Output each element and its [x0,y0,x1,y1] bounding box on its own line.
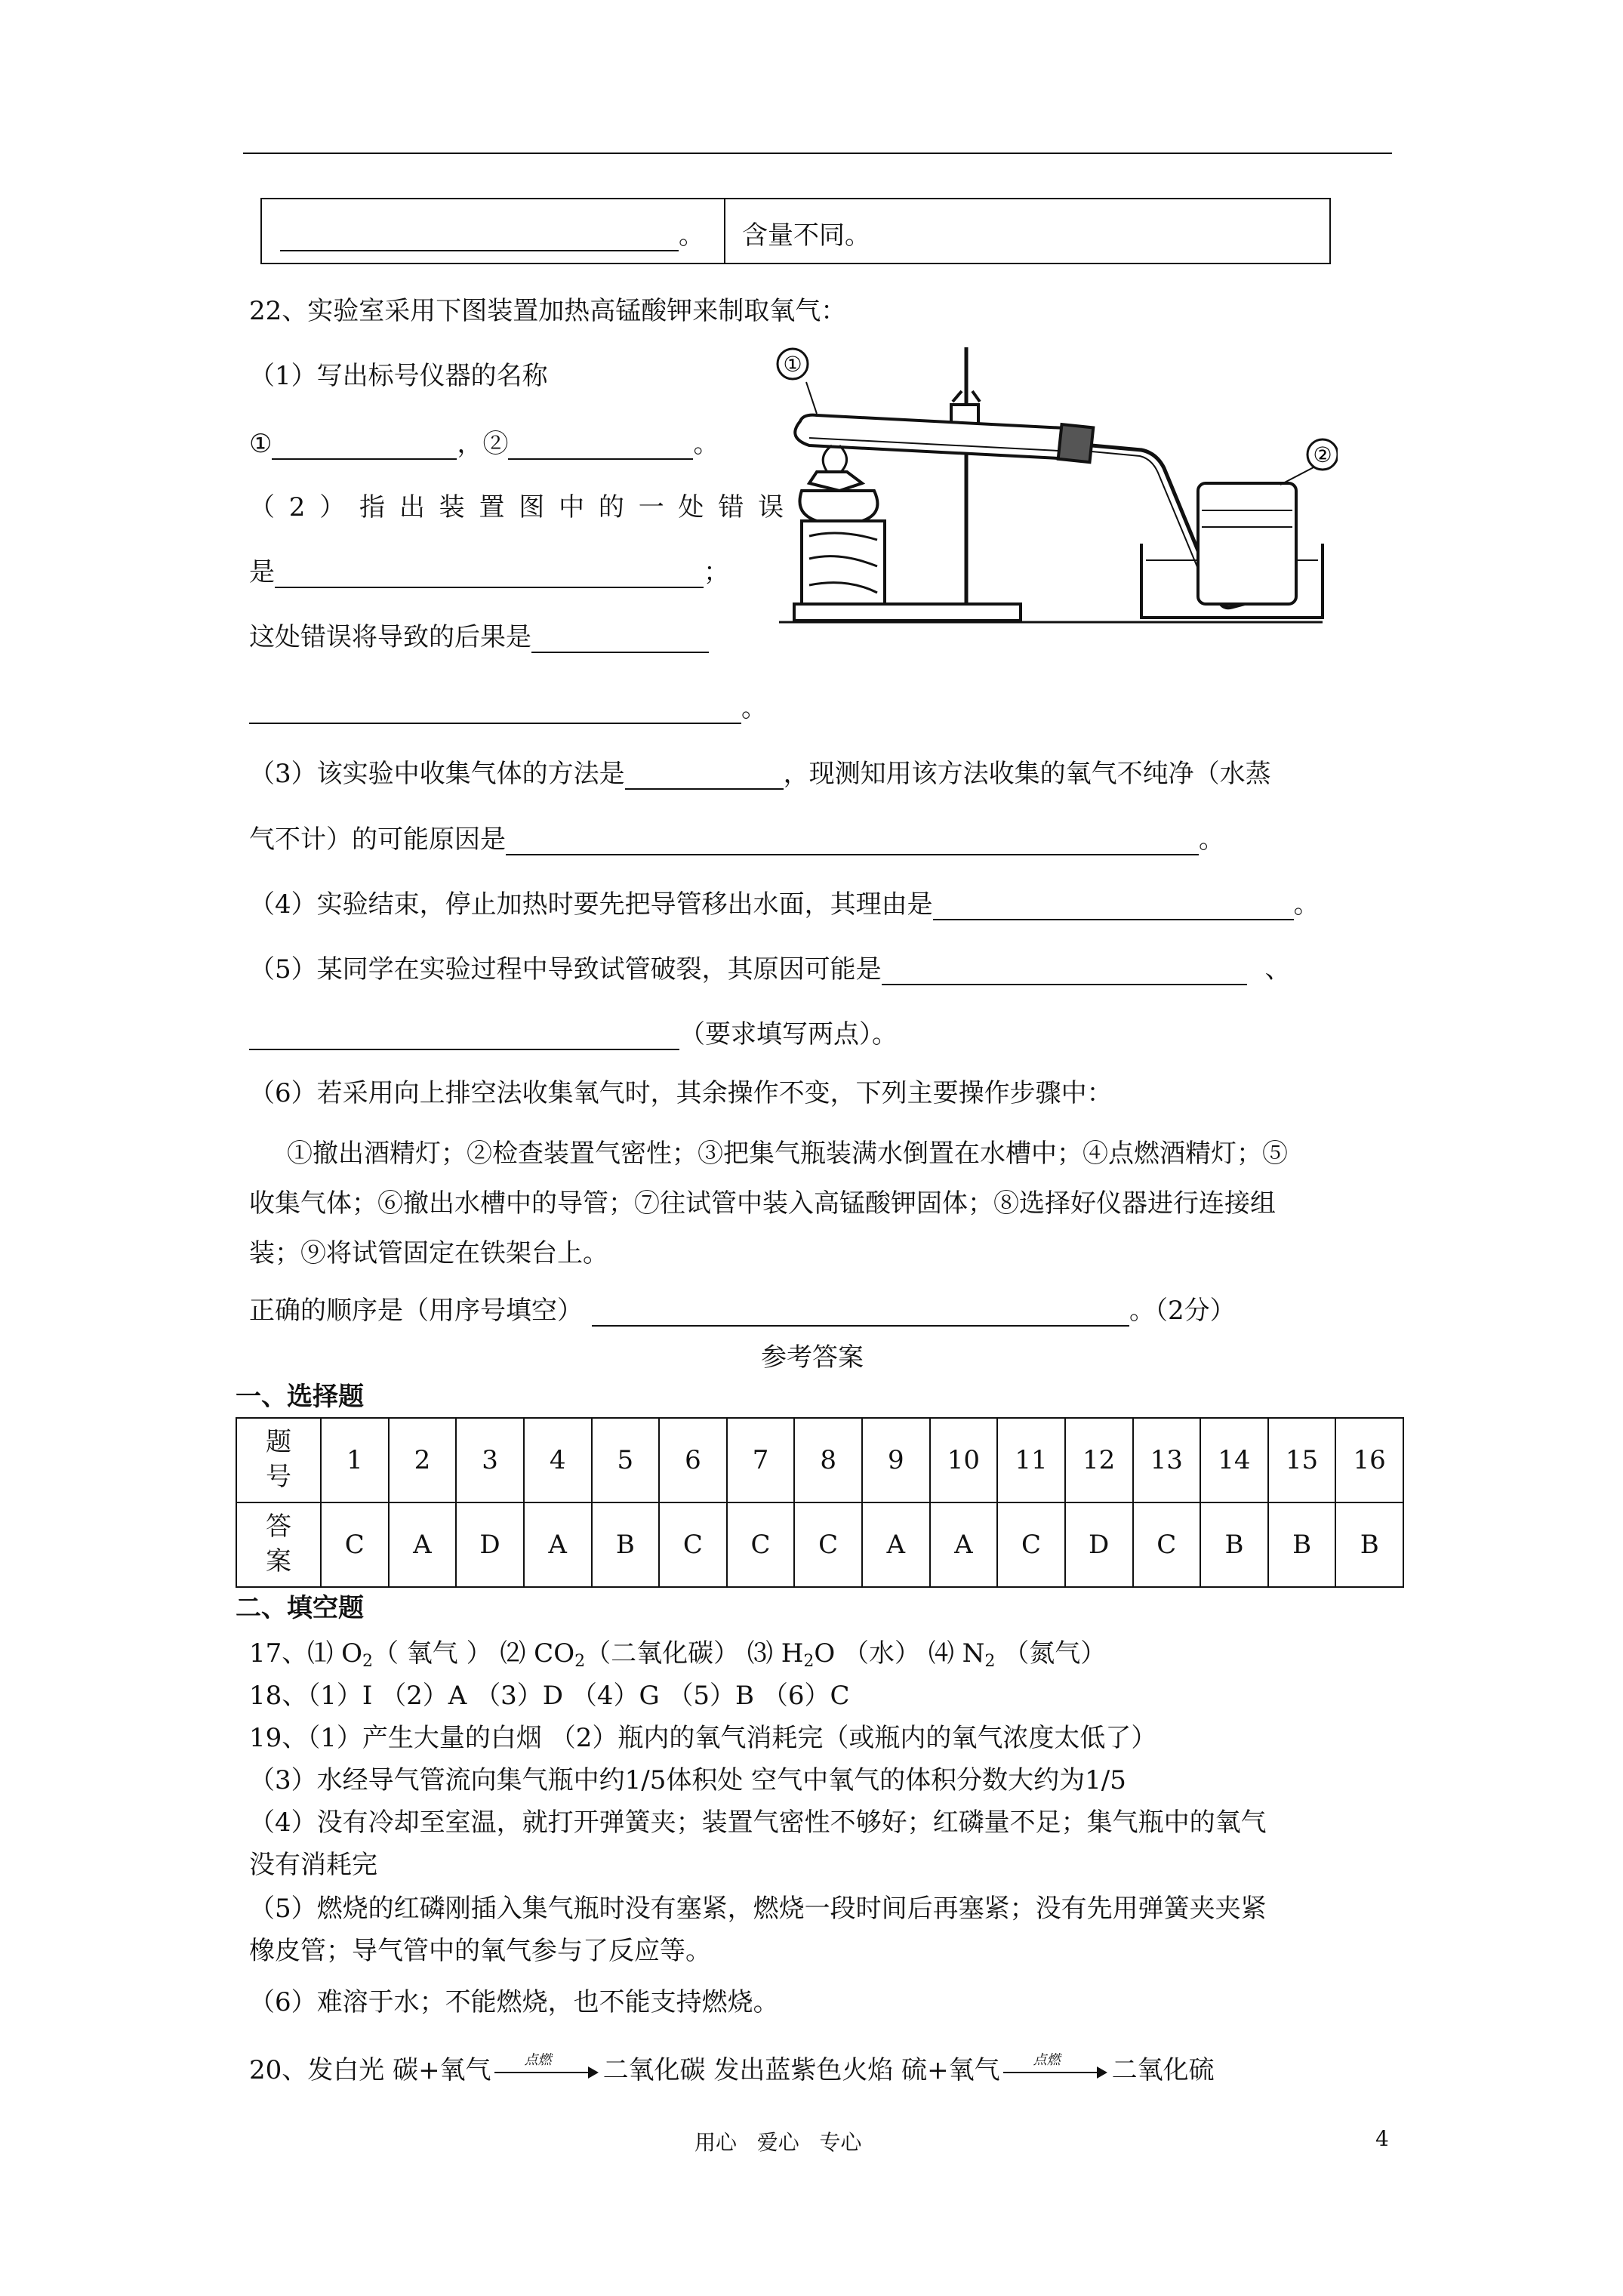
answer-blank[interactable] [506,828,1199,855]
table-cell: C [997,1502,1065,1587]
reaction-arrow: 点燃 [1003,2057,1109,2087]
table-cell: 14 [1200,1418,1268,1502]
top-table-left: 。 [280,220,704,251]
q22-part5-b: （要求填写两点）。 [249,1019,898,1050]
table-cell: 8 [794,1418,862,1502]
table-cell: 6 [659,1418,727,1502]
reaction-arrow: 点燃 [494,2057,600,2087]
header-cell-answer: 答 案 [236,1502,321,1587]
header-cell-number: 题 号 [236,1418,321,1502]
section-choice-heading: 一、选择题 [236,1382,364,1412]
answer-19-5b: 橡皮管；导气管中的氧气参与了反应等。 [249,1936,711,1966]
answers-title: 参考答案 [761,1342,864,1373]
answer-blank[interactable] [249,1023,679,1050]
answer-19-4a: （4）没有冷却至室温，就打开弹簧夹；装置气密性不够好；红磷量不足；集气瓶中的氧气 [249,1808,1267,1838]
q22-steps-3: 装；⑨将试管固定在铁架台上。 [249,1238,608,1268]
answer-19-4b: 没有消耗完 [249,1850,377,1880]
q22-part1: （1）写出标号仪器的名称 [249,361,548,391]
q22-part2-a: （ 2 ） 指 出 装 置 图 中 的 一 处 错 误 [249,492,787,522]
answer-blank[interactable] [280,224,679,251]
table-cell: B [1200,1502,1268,1587]
table-cell: 12 [1065,1418,1133,1502]
q22-part3-a: （3）该实验中收集气体的方法是 ，现测知用该方法收集的氧气不纯净（水蒸 [249,759,1271,789]
table-cell: 4 [524,1418,592,1502]
table-cell: 9 [862,1418,930,1502]
answer-table [236,1417,1404,1588]
arrow-head-icon [1097,2066,1107,2079]
table-cell: 13 [1133,1418,1201,1502]
q22-part5-a: （5）某同学在实验过程中导致试管破裂，其原因可能是 、 [249,954,1291,985]
q22-order: 正确的顺序是（用序号填空） 。（2分） [249,1296,1236,1326]
answer-17: 17、⑴ $O_2$（ 氧气 ） ⑵ $CO_2$（二氧化碳） ⑶ $H_2O$ （水） ⑷ $N_2$ （氮气） [249,1638,1107,1671]
answer-19-6: （6）难溶于水；不能燃烧，也不能支持燃烧。 [249,1987,779,2017]
apparatus-diagram [764,332,1338,627]
answer-19-5a: （5）燃烧的红磷刚插入集气瓶时没有塞紧，燃烧一段时间后再塞紧；没有先用弹簧夹夹紧 [249,1894,1267,1924]
table-cell: B [1268,1502,1336,1587]
q22-steps-1: ①撤出酒精灯；②检查装置气密性；③把集气瓶装满水倒置在水槽中；④点燃酒精灯；⑤ [287,1139,1288,1169]
question-22-title: 22、实验室采用下图装置加热高锰酸钾来制取氧气： [249,296,847,326]
q22-part2-b: 是 ； [249,557,729,587]
answer-blank[interactable] [592,1299,1129,1327]
table-cell: C [321,1502,389,1587]
table-cell: 2 [389,1418,457,1502]
answer-blank[interactable] [275,561,704,588]
q22-part1-blanks: ① ，② 。 [249,429,719,459]
q22-part3-b: 气不计）的可能原因是 。 [249,824,1224,855]
table-cell: 10 [930,1418,998,1502]
table-cell: A [524,1502,592,1587]
answer-blank[interactable] [882,958,1247,985]
page-number: 4 [1375,2126,1389,2151]
answer-blank[interactable] [272,433,457,460]
footer-text: 用心 爱心 专心 [694,2130,862,2155]
label-2: ② [1313,442,1332,467]
answer-blank[interactable] [249,697,741,724]
q22-part2-c: 这处错误将导致的后果是 [249,622,709,653]
answer-19-3: （3）水经导气管流向集气瓶中约1/5体积处 空气中氧气的体积分数大约为1/5 [249,1765,1126,1795]
answer-blank[interactable] [625,763,784,790]
answer-20: 20、发白光 碳+氧气 点燃 二氧化碳 发出蓝紫色火焰 硫+氧气 点燃 二氧化硫 [249,2052,1215,2085]
section-fill-heading: 二、填空题 [236,1593,364,1623]
q22-part6: （6）若采用向上排空法收集氧气时，其余操作不变，下列主要操作步骤中： [249,1078,1113,1108]
arrow-icon [1003,2072,1100,2073]
table-cell: B [592,1502,660,1587]
table-cell: A [862,1502,930,1587]
table-cell: 16 [1335,1418,1403,1502]
table-cell: D [456,1502,524,1587]
table-cell: C [659,1502,727,1587]
table-row [236,1418,1403,1502]
top-table-divider [724,199,725,264]
table-cell: 3 [456,1418,524,1502]
table-cell: A [389,1502,457,1587]
answer-18: 18、（1）I （2）A （3）D （4）G （5）B （6）C [249,1681,850,1711]
answer-blank[interactable] [508,433,693,460]
arrow-icon [494,2072,591,2073]
table-cell: 5 [592,1418,660,1502]
table-cell: 11 [997,1418,1065,1502]
table-cell: B [1335,1502,1403,1587]
table-cell: C [727,1502,795,1587]
table-cell: A [930,1502,998,1587]
arrow-head-icon [588,2066,599,2079]
table-cell: 7 [727,1418,795,1502]
label-1: ① [783,352,802,377]
top-table-right: 含量不同。 [742,220,870,251]
table-row [236,1502,1403,1587]
top-table [260,198,1331,264]
table-cell: C [794,1502,862,1587]
q22-part2-c2: 。 [249,693,767,724]
answer-19-1: 19、（1）产生大量的白烟 （2）瓶内的氧气消耗完（或瓶内的氧气浓度太低了） [249,1723,1157,1753]
q22-part4: （4）实验结束，停止加热时要先把导管移出水面，其理由是 。 [249,889,1320,920]
answer-blank[interactable] [933,893,1294,920]
q22-steps-2: 收集气体；⑥撤出水槽中的导管；⑦往试管中装入高锰酸钾固体；⑧选择好仪器进行连接组 [249,1188,1276,1219]
table-cell: 1 [321,1418,389,1502]
table-cell: 15 [1268,1418,1336,1502]
header-rule [243,153,1392,154]
table-cell: D [1065,1502,1133,1587]
table-cell: C [1133,1502,1201,1587]
answer-blank[interactable] [531,626,709,653]
